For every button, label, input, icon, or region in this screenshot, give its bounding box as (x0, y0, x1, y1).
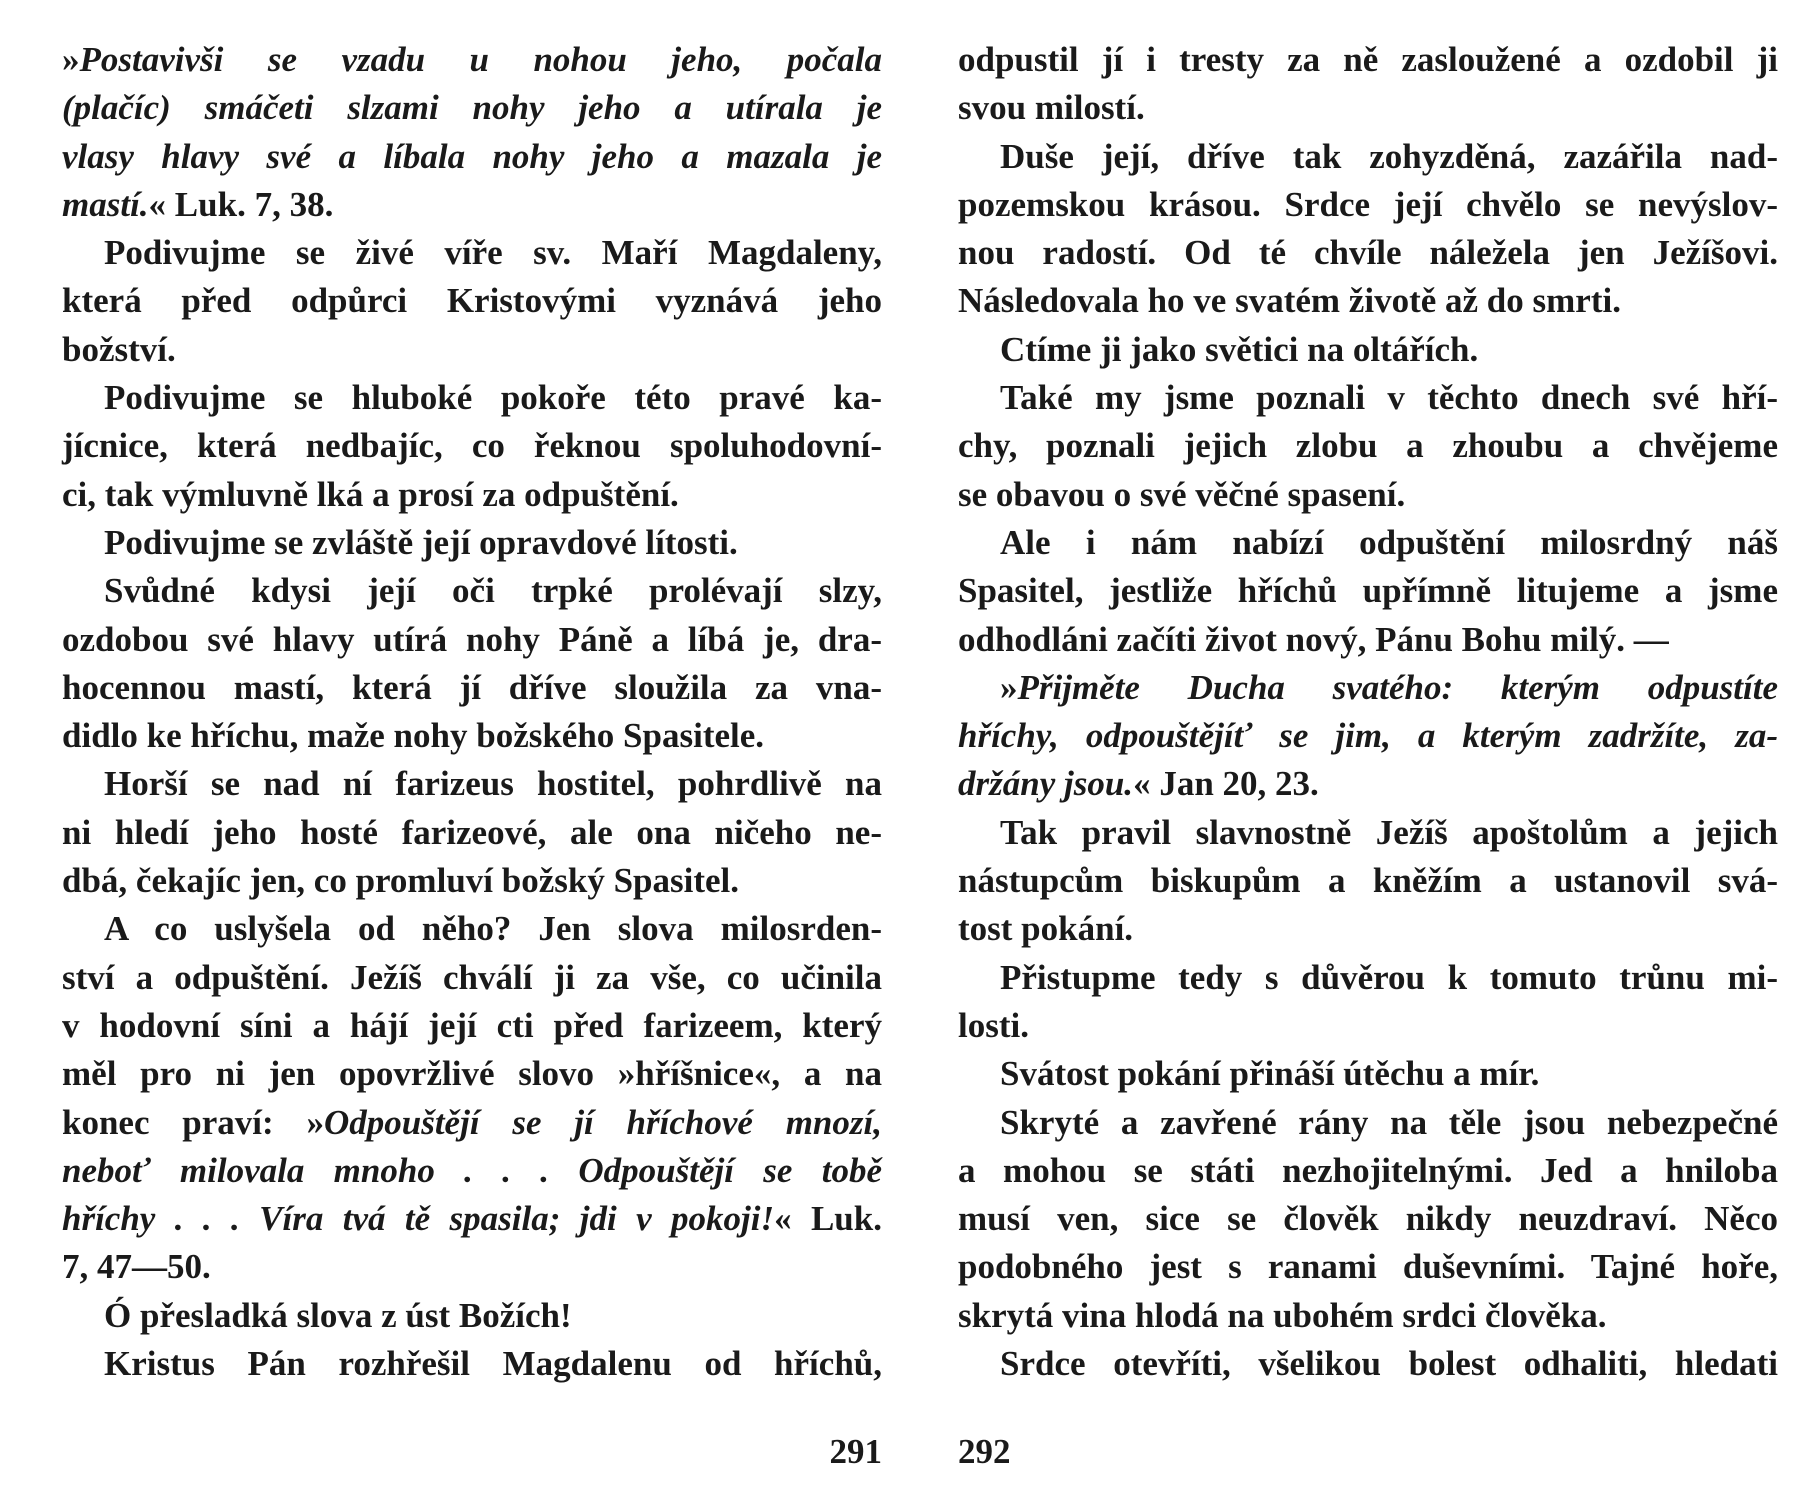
text-segment-italic: neboť milovala mnoho . . . Odpouštějí se tobě (62, 1150, 882, 1190)
text-segment: 7, 47—50. (62, 1247, 211, 1287)
text-line (958, 760, 1778, 808)
text-segment: Ctíme ji jako světici na oltářích. (1000, 329, 1479, 369)
text-line (62, 905, 882, 953)
text-segment: dbá, čekajíc jen, co promluví božský Spasitel. (62, 861, 740, 901)
text-segment: jícnice, která nedbajíc, co řeknou spoluhodovní- (62, 426, 882, 466)
text-segment: nástupcům biskupům a kněžím a ustanovil svá- (958, 861, 1778, 901)
text-line (958, 36, 1778, 84)
text-segment: didlo ke hříchu, maže nohy božského Spasitele. (62, 716, 765, 756)
text-line (958, 181, 1778, 229)
text-segment: ni hledí jeho hosté farizeové, ale ona ničeho ne- (62, 812, 882, 852)
text-line (62, 857, 882, 905)
text-line (62, 664, 882, 712)
text-line (958, 1002, 1778, 1050)
text-line (62, 1099, 882, 1147)
text-line (62, 471, 882, 519)
text-segment: tost pokání. (958, 909, 1134, 949)
text-line (62, 277, 882, 325)
text-line (958, 712, 1778, 760)
text-line (62, 1002, 882, 1050)
text-segment: hocennou mastí, která jí dříve sloužila za vna- (62, 667, 882, 707)
text-line (958, 905, 1778, 953)
text-line (62, 809, 882, 857)
text-segment: « Luk. 7, 38. (148, 184, 334, 224)
text-segment: « Luk. (774, 1199, 882, 1239)
text-segment: podobného jest s ranami duševními. Tajné hoře, (958, 1247, 1778, 1287)
text-line (958, 519, 1778, 567)
text-segment: odhodláni začíti život nový, Pánu Bohu milý. — (958, 619, 1669, 659)
text-line (62, 1195, 882, 1243)
text-segment: skrytá vina hlodá na ubohém srdci člověka. (958, 1295, 1607, 1335)
text-segment: ozdobou své hlavy utírá nohy Páně a líbá je, dra- (62, 619, 882, 659)
text-segment: Tak pravil slavnostně Ježíš apoštolům a jejich (1000, 812, 1778, 852)
text-segment: božství. (62, 329, 176, 369)
text-segment: losti. (958, 1005, 1029, 1045)
text-line (958, 1243, 1778, 1291)
text-segment: měl pro ni jen opovržlivé slovo »hříšnice«, a na (62, 1054, 882, 1094)
text-segment: pozemskou krásou. Srdce její chvělo se nevýslov- (958, 184, 1778, 224)
text-line (958, 326, 1778, 374)
text-segment: Duše její, dříve tak zohyzděná, zazářila nad- (1000, 136, 1778, 176)
text-segment: ci, tak výmluvně lká a prosí za odpuštění. (62, 474, 679, 514)
text-line (958, 1050, 1778, 1098)
text-line (62, 326, 882, 374)
text-segment: Horší se nad ní farizeus hostitel, pohrdlivě na (104, 764, 882, 804)
text-segment: Kristus Pán rozhřešil Magdalenu od hříchů, (104, 1344, 882, 1384)
page-number-right: 292 (958, 1432, 1011, 1471)
text-segment-italic: Postavivši se vzadu u nohou jeho, počala (79, 40, 882, 79)
text-segment: která před odpůrci Kristovými vyznává jeho (62, 281, 882, 321)
text-line (62, 374, 882, 422)
text-segment: Spasitel, jestliže hříchů upřímně litujeme a jsme (958, 571, 1778, 611)
page-number-left: 291 (829, 1432, 882, 1471)
text-line (958, 374, 1778, 422)
text-line (958, 84, 1778, 132)
text-segment: Následovala ho ve svatém životě až do smrti. (958, 281, 1621, 321)
text-line (62, 1050, 882, 1098)
text-segment: » (1000, 667, 1018, 707)
text-line (62, 36, 882, 84)
left-page (62, 36, 882, 1476)
text-line (62, 422, 882, 470)
text-line (958, 277, 1778, 325)
text-segment: A co uslyšela od něho? Jen slova milosrden- (104, 909, 882, 949)
text-line (62, 567, 882, 615)
text-line (958, 1340, 1778, 1388)
text-segment: musí ven, sice se člověk nikdy neuzdraví. Něco (958, 1199, 1778, 1239)
text-segment-italic: Přijměte Ducha svatého: kterým odpustíte (1017, 667, 1778, 707)
text-segment: nou radostí. Od té chvíle náležela jen Ježíšovi. (958, 233, 1778, 273)
text-line (958, 567, 1778, 615)
text-segment: v hodovní síni a hájí její cti před farizeem, který (62, 1005, 882, 1045)
text-line (62, 954, 882, 1002)
text-line (958, 1147, 1778, 1195)
text-line (958, 133, 1778, 181)
text-line (62, 181, 882, 229)
text-line (958, 422, 1778, 470)
text-segment: se obavou o své věčné spasení. (958, 474, 1406, 514)
text-line (958, 954, 1778, 1002)
right-page-text (958, 36, 1778, 1388)
text-segment: a mohou se státi nezhojitelnými. Jed a hniloba (958, 1150, 1778, 1190)
text-segment: Ó přesladká slova z úst Božích! (104, 1295, 572, 1335)
text-segment: « Jan 20, 23. (1133, 764, 1319, 804)
text-line (62, 1147, 882, 1195)
text-line (958, 857, 1778, 905)
text-segment: ství a odpuštění. Ježíš chválí ji za vše, co učinila (62, 957, 882, 997)
text-line (62, 519, 882, 567)
text-segment: konec praví: » (62, 1102, 324, 1142)
text-segment: Také my jsme poznali v těchto dnech své hří- (1000, 378, 1778, 418)
text-segment: chy, poznali jejich zlobu a zhoubu a chvějeme (958, 426, 1778, 466)
text-segment: Podivujme se zvláště její opravdové lítosti. (104, 522, 738, 562)
text-segment-italic: hříchy . . . Víra tvá tě spasila; jdi v pokoji! (62, 1199, 775, 1239)
text-segment: Ale i nám nabízí odpuštění milosrdný náš (1000, 522, 1778, 562)
text-segment: Podivujme se živé víře sv. Maří Magdaleny, (104, 233, 882, 273)
text-segment: Svůdné kdysi její oči trpké prolévají slzy, (104, 571, 882, 611)
text-line (62, 616, 882, 664)
text-line (62, 760, 882, 808)
text-line (958, 1099, 1778, 1147)
text-line (958, 471, 1778, 519)
text-segment: » (62, 40, 80, 79)
text-line (958, 1195, 1778, 1243)
text-segment: svou milostí. (958, 88, 1145, 128)
text-segment-italic: hříchy, odpouštějíť se jim, a kterým zadržíte, za- (958, 716, 1778, 756)
text-line (62, 229, 882, 277)
text-segment: odpustil jí i tresty za ně zasloužené a ozdobil ji (958, 40, 1778, 79)
text-segment: Srdce otevříti, všelikou bolest odhaliti, hledati (1000, 1344, 1778, 1384)
text-line (958, 229, 1778, 277)
text-line (958, 809, 1778, 857)
text-line (958, 1292, 1778, 1340)
text-line (62, 712, 882, 760)
text-line (62, 1292, 882, 1340)
text-segment: Svátost pokání přináší útěchu a mír. (1000, 1054, 1540, 1094)
text-line (958, 664, 1778, 712)
text-line (62, 133, 882, 181)
text-segment: Přistupme tedy s důvěrou k tomuto trůnu mi- (1000, 957, 1778, 997)
right-page (958, 36, 1778, 1476)
text-line (62, 84, 882, 132)
text-line (62, 1243, 882, 1291)
text-segment-italic: mastí. (62, 184, 149, 224)
text-segment-italic: držány jsou. (958, 764, 1134, 804)
text-segment-italic: vlasy hlavy své a líbala nohy jeho a mazala je (62, 136, 882, 176)
text-segment-italic: (plačíc) smáčeti slzami nohy jeho a utírala je (62, 88, 882, 128)
text-line (62, 1340, 882, 1388)
left-page-text (62, 36, 882, 1388)
text-segment-italic: Odpouštějí se jí hříchové mnozí, (323, 1102, 882, 1142)
text-line (958, 616, 1778, 664)
text-segment: Skryté a zavřené rány na těle jsou nebezpečné (1000, 1102, 1778, 1142)
text-segment: Podivujme se hluboké pokoře této pravé ka- (104, 378, 882, 418)
